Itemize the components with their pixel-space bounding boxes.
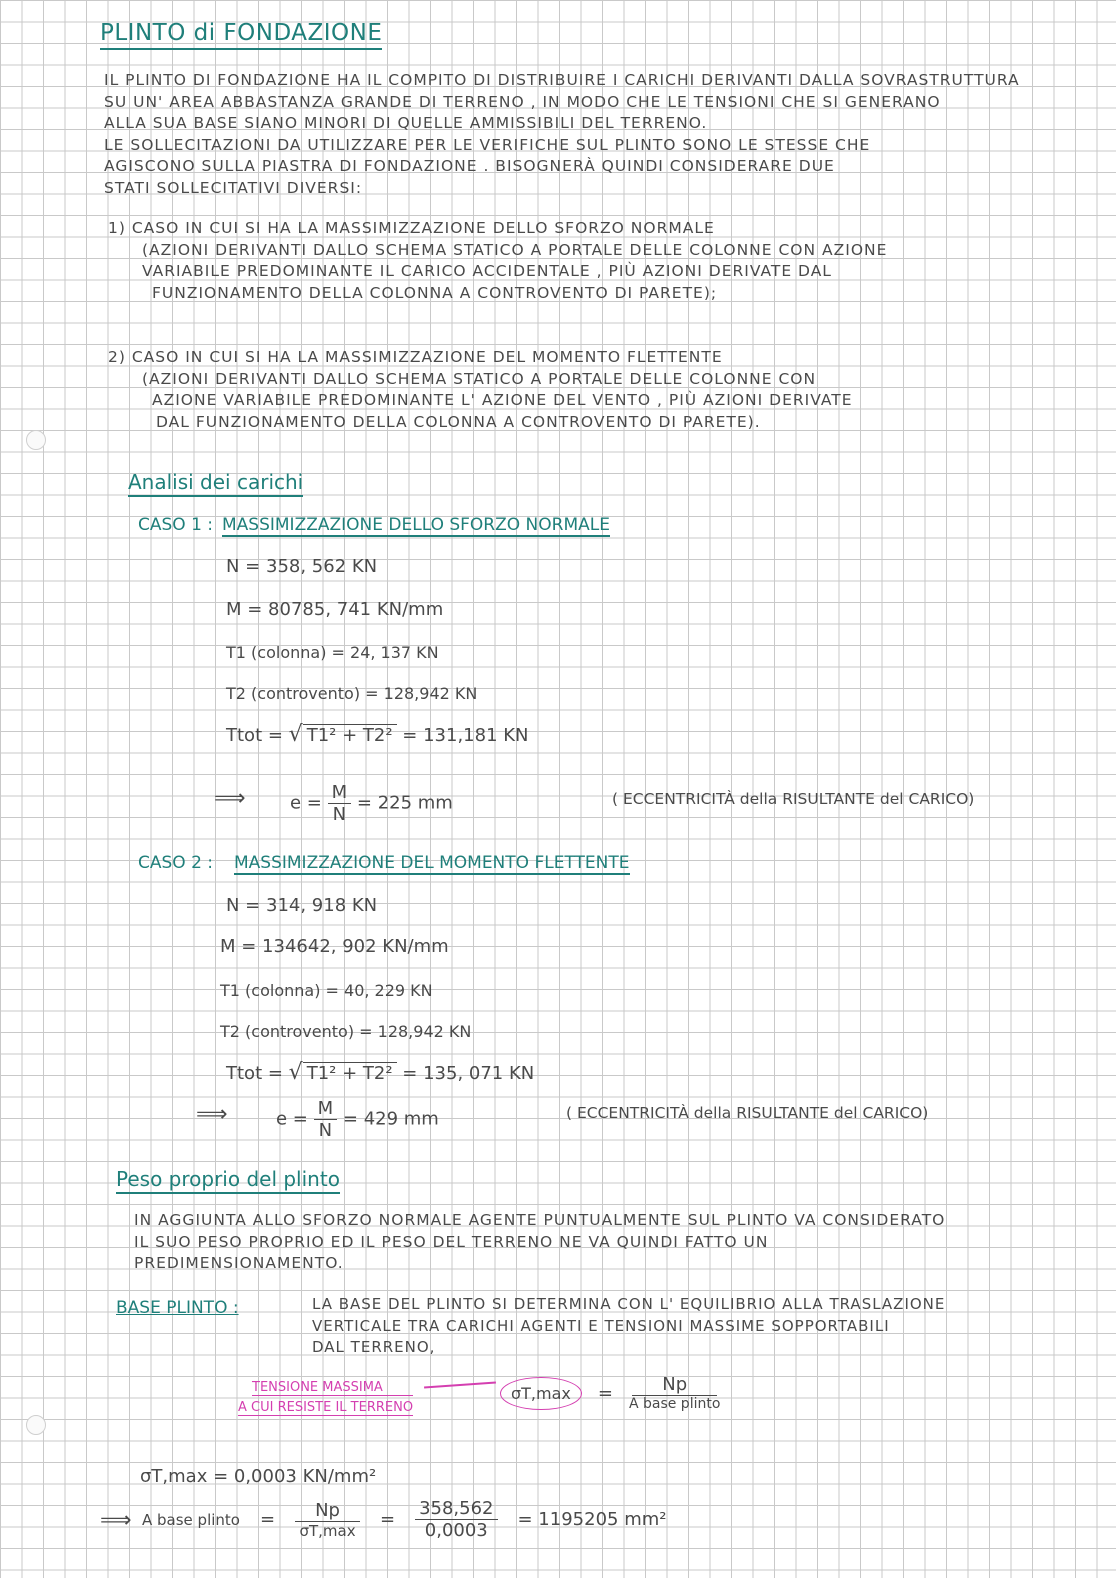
area-rhs: = 1195205 mm² <box>517 1509 667 1530</box>
weight-heading: Peso proprio del plinto <box>116 1167 340 1194</box>
case1-T2: T2 (controvento) = 128,942 KN <box>226 684 478 703</box>
case1-e-lhs: e = <box>290 792 322 814</box>
case2-M: M = 134642, 902 KN/mm <box>220 936 449 957</box>
analysis-heading: Analisi dei carichi <box>128 470 303 497</box>
case2-e-num: M <box>314 1098 338 1120</box>
case2-desc-line: AZIONE VARIABILE PREDOMINANTE L' AZIONE DEL VENTO , PIÙ AZIONI DERIVATE <box>152 391 853 409</box>
case2-e-lhs: e = <box>276 1108 308 1130</box>
annotation-arrow-icon <box>424 1381 496 1388</box>
sigma-fraction <box>629 1374 720 1412</box>
page-title: PLINTO di FONDAZIONE <box>100 20 382 50</box>
case1-desc-line: (AZIONI DERIVANTI DALLO SCHEMA STATICO A PORTALE DELLE COLONNE CON AZIONE <box>142 240 888 259</box>
area-den2: 0,0003 <box>424 1520 488 1541</box>
area-fraction2 <box>415 1498 497 1541</box>
weight-paragraph <box>134 1210 945 1275</box>
base-line: VERTICALE TRA CARICHI AGENTI E TENSIONI MASSIME SOPPORTABILI <box>312 1316 890 1335</box>
case2-e-den: N <box>318 1120 333 1141</box>
case2-desc-line: DAL FUNZIONAMENTO DELLA COLONNA A CONTROVENTO DI PARETE). <box>156 412 761 431</box>
annotation-line1: TENSIONE MASSIMA <box>252 1380 413 1396</box>
area-num1: Np <box>295 1500 360 1522</box>
area-eq1: = <box>259 1509 276 1530</box>
case1-e-note: ( ECCENTRICITÀ della RISULTANTE del CARICO) <box>612 790 975 808</box>
case2-N: N = 314, 918 KN <box>226 895 378 916</box>
case1-desc-line: FUNZIONAMENTO DELLA COLONNA A CONTROVENTO DI PARETE); <box>152 283 718 302</box>
case2-e-note: ( ECCENTRICITÀ della RISULTANTE del CARICO) <box>566 1104 929 1122</box>
case2-description <box>108 347 852 433</box>
case2-Ttot-rhs: = 135, 071 KN <box>402 1063 535 1084</box>
tension-annotation <box>238 1380 413 1416</box>
sigma-value: σT,max = 0,0003 KN/mm² <box>140 1466 377 1487</box>
weight-line: IN AGGIUNTA ALLO SFORZO NORMALE AGENTE PUNTUALMENTE SUL PLINTO VA CONSIDERATO <box>134 1211 946 1229</box>
area-eq2: = <box>379 1509 396 1530</box>
implies-arrow-icon: ⟹ <box>196 1102 228 1127</box>
intro-line: AGISCONO SULLA PIASTRA DI FONDAZIONE . BISOGNERÀ QUINDI CONSIDERARE DUE <box>104 157 835 175</box>
case1-T1: T1 (colonna) = 24, 137 KN <box>226 643 439 662</box>
base-paragraph <box>312 1294 945 1359</box>
intro-line: SU UN' AREA ABBASTANZA GRANDE DI TERRENO , IN MODO CHE LE TENSIONI CHE SI GENERANO <box>104 92 941 111</box>
case2-e-rhs: = 429 mm <box>342 1108 439 1130</box>
case2-Ttot-lhs: Ttot = <box>226 1063 283 1084</box>
area-fraction1 <box>295 1500 360 1540</box>
intro-line: ALLA SUA BASE SIANO MINORI DI QUELLE AMMISSIBILI DEL TERRENO. <box>104 114 708 132</box>
case1-Ttot: Ttot = √ T1² + T2² = 131,181 KN <box>226 722 529 747</box>
sigma-equals: = <box>597 1382 613 1404</box>
case1-e-fraction <box>328 782 352 825</box>
case2-T1: T1 (colonna) = 40, 229 KN <box>220 981 433 1000</box>
intro-line: STATI SOLLECITATIVI DIVERSI: <box>104 178 363 197</box>
base-label: BASE PLINTO : <box>116 1298 239 1318</box>
case1-label: CASO 1 : <box>138 515 214 535</box>
binder-hole-top <box>26 430 46 450</box>
intro-paragraph <box>104 70 1020 199</box>
case2-desc-line: (AZIONI DERIVANTI DALLO SCHEMA STATICO A PORTALE DELLE COLONNE CON <box>142 369 817 388</box>
annotation-line2: A CUI RESISTE IL TERRENO <box>238 1400 414 1415</box>
case1-Ttot-rhs: = 131,181 KN <box>402 725 529 746</box>
base-line: DAL TERRENO, <box>312 1338 436 1356</box>
case2-T2: T2 (controvento) = 128,942 KN <box>220 1022 472 1041</box>
sigma-den: A base plinto <box>628 1396 721 1412</box>
case1-desc-line: VARIABILE PREDOMINANTE IL CARICO ACCIDENTALE , PIÙ AZIONI DERIVATE DAL <box>142 262 832 280</box>
case2-Ttot-radicand: T1² + T2² <box>303 1062 397 1084</box>
sigma-symbol: σT,max <box>500 1377 582 1410</box>
case1-Ttot-radicand: T1² + T2² <box>303 724 397 746</box>
case2-title: MASSIMIZZAZIONE DEL MOMENTO FLETTENTE <box>234 853 630 873</box>
binder-hole-bottom <box>26 1415 46 1435</box>
case1-eccentricity <box>290 782 453 825</box>
case1-e-den: N <box>332 804 347 825</box>
weight-line: PREDIMENSIONAMENTO. <box>134 1254 344 1272</box>
case2-Ttot: Ttot = √ T1² + T2² = 135, 071 KN <box>226 1060 535 1085</box>
implies-arrow-icon: ⟹ <box>214 786 246 811</box>
sigma-num: Np <box>632 1374 717 1396</box>
case2-e-fraction <box>314 1098 338 1141</box>
case2-label: CASO 2 : <box>138 853 214 873</box>
case2-desc-line: 2) CASO IN CUI SI HA LA MASSIMIZZAZIONE DEL MOMENTO FLETTENTE <box>108 348 723 366</box>
case1-Ttot-lhs: Ttot = <box>226 725 283 746</box>
case1-N: N = 358, 562 KN <box>226 556 378 577</box>
case1-title: MASSIMIZZAZIONE DELLO SFORZO NORMALE <box>222 515 610 535</box>
case2-eccentricity <box>276 1098 439 1141</box>
area-den1: σT,max <box>299 1521 356 1540</box>
area-num2: 358,562 <box>415 1498 497 1520</box>
intro-line: LE SOLLECITAZIONI DA UTILIZZARE PER LE VERIFICHE SUL PLINTO SONO LE STESSE CHE <box>104 135 871 154</box>
base-line: LA BASE DEL PLINTO SI DETERMINA CON L' EQUILIBRIO ALLA TRASLAZIONE <box>312 1295 946 1313</box>
weight-line: IL SUO PESO PROPRIO ED IL PESO DEL TERRENO NE VA QUINDI FATTO UN <box>134 1232 769 1251</box>
intro-line: IL PLINTO DI FONDAZIONE HA IL COMPITO DI DISTRIBUIRE I CARICHI DERIVANTI DALLA SOVRASTRUTTURA <box>104 71 1020 89</box>
case1-e-rhs: = 225 mm <box>356 792 453 814</box>
sigma-formula <box>500 1374 720 1412</box>
implies-arrow-icon: ⟹ <box>100 1508 132 1533</box>
case1-description <box>108 218 887 304</box>
area-formula <box>142 1498 666 1541</box>
area-lhs: A base plinto <box>142 1510 240 1529</box>
case1-e-num: M <box>328 782 352 804</box>
case1-M: M = 80785, 741 KN/mm <box>226 599 444 620</box>
case1-desc-line: 1) CASO IN CUI SI HA LA MASSIMIZZAZIONE DELLO SFORZO NORMALE <box>108 219 715 237</box>
